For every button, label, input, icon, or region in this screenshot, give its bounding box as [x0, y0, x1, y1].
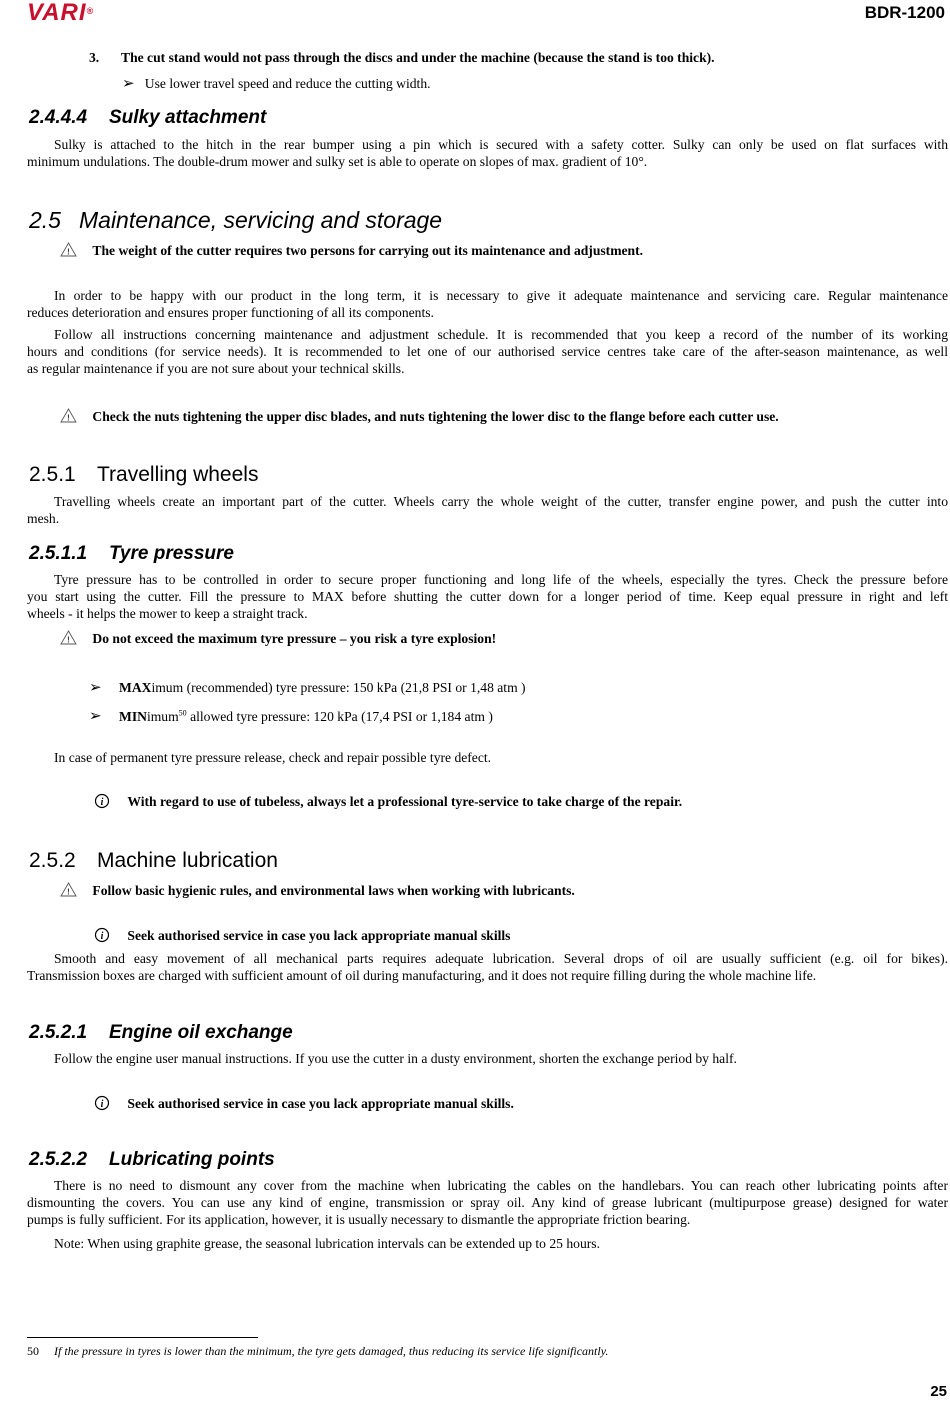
info-icon — [94, 1095, 110, 1111]
info-note: i Seek authorised service in case you lack appropriate manual skills — [94, 927, 510, 944]
svg-text:!: ! — [67, 413, 70, 423]
svg-text:!: ! — [67, 247, 70, 257]
warning-note: ! The weight of the cutter requires two persons for carrying out its maintenance and adjustment. — [60, 242, 643, 259]
warning-icon — [60, 242, 77, 257]
paragraph: Follow the engine user manual instructions. If you use the cutter in a dusty environment, shorten the exchange period by half. — [54, 1051, 737, 1066]
svg-text:!: ! — [67, 887, 70, 897]
section-heading-2-5-2-1: 2.5.2.1 Engine oil exchange — [29, 1022, 293, 1043]
arrow-bullet-icon: ➢ — [122, 76, 135, 92]
paragraph: Tyre pressure has to be controlled in order to secure proper functioning and long life of the wheels, especially the tyres. Check the pressure before you start using the cutter. Fill the pressure to MAX before shutting the cutter down for a longer period of time. Keep equal pressure in right and left wheels - it helps the mower to keep a straight track. — [27, 572, 948, 622]
section-heading-2-4-4-4: 2.4.4.4 Sulky attachment — [29, 107, 267, 128]
warning-icon — [60, 882, 77, 897]
warning-icon — [60, 408, 77, 423]
paragraph: In order to be happy with our product in the long term, it is necessary to give it adequate maintenance and servicing care. Regular maintenance reduces deterioration and ensures proper functioning of all its components. — [27, 288, 948, 321]
warning-icon — [60, 630, 77, 645]
paragraph: Travelling wheels create an important part of the cutter. Wheels carry the whole weight of the cutter, transfer engine power, and push the cutter into mesh. — [27, 494, 948, 527]
warning-note: ! Follow basic hygienic rules, and environmental laws when working with lubricants. — [60, 882, 575, 899]
footnote-reference: 50 — [178, 708, 187, 717]
info-icon — [94, 793, 110, 809]
info-note: i With regard to use of tubeless, always let a professional tyre-service to take charge of the repair. — [94, 793, 682, 810]
paragraph: Follow all instructions concerning maintenance and adjustment schedule. It is recommended that you keep a record of the number of its working hours and conditions (for service needs). It is recommended to let one of our authorised service centres take care of the after-season maintenance, as well as regular maintenance if you are not sure about your technical skills. — [27, 327, 948, 377]
paragraph: Sulky is attached to the hitch in the rear bumper using a pin which is secured with a safety cotter. Sulky can only be used on flat surfaces with minimum undulations. The double-drum mower and sulky set is able to operate on slopes of max. gradient of 10°. — [27, 137, 948, 170]
model-name: BDR-1200 — [864, 3, 945, 22]
section-heading-2-5-1: 2.5.1 Travelling wheels — [29, 463, 259, 486]
section-heading-2-5: 2.5 Maintenance, servicing and storage — [29, 207, 443, 233]
info-icon — [94, 927, 110, 943]
section-heading-2-5-2-2: 2.5.2.2 Lubricating points — [29, 1149, 275, 1170]
info-note: i Seek authorised service in case you lack appropriate manual skills. — [94, 1095, 514, 1112]
paragraph: In case of permanent tyre pressure release, check and repair possible tyre defect. — [54, 750, 492, 765]
page-number: 25 — [930, 1383, 947, 1400]
list-item-3: 3. The cut stand would not pass through the discs and under the machine (because the stand is too thick). — [89, 50, 715, 65]
svg-text:!: ! — [67, 635, 70, 645]
bullet-item-min-pressure: ➢ MINimum$^{50}$ allowed tyre pressure: 120 kPa (17,4 PSI or 1,184 atm ) — [89, 708, 493, 725]
arrow-bullet-icon: ➢ — [89, 708, 102, 725]
section-heading-2-5-1-1: 2.5.1.1 Tyre pressure — [29, 543, 234, 564]
note-paragraph: Note: When using graphite grease, the seasonal lubrication intervals can be extended up to 25 hours. — [54, 1236, 600, 1251]
svg-text:i: i — [100, 1099, 104, 1110]
svg-text:i: i — [100, 931, 104, 942]
paragraph: There is no need to dismount any cover from the machine when lubricating the cables on the handlebars. You can reach other lubricating points after dismounting the covers. You can use any kind of engine, transmission or spray oil. Any kind of grease lubricant (multipurpose grease) designed for water pumps is fully sufficient. For its application, however, it is usually necessary to dismantle the appropriate friction bearing. — [27, 1178, 948, 1228]
vari-logo: VARI® — [27, 0, 95, 26]
paragraph: Smooth and easy movement of all mechanical parts requires adequate lubrication. Several drops of oil are usually sufficient (e.g. oil for bikes). Transmission boxes are charged with sufficient amount of oil during manufacturing, and it does not require filling during the whole machine life. — [27, 951, 948, 984]
svg-text:i: i — [100, 797, 104, 808]
warning-note: ! Do not exceed the maximum tyre pressure – you risk a tyre explosion! — [60, 630, 496, 647]
arrow-bullet-icon: ➢ — [89, 680, 102, 696]
warning-note: ! Check the nuts tightening the upper disc blades, and nuts tightening the lower disc to the flange before each cutter use. — [60, 408, 779, 425]
bullet-item-max-pressure: ➢ MAXimum (recommended) tyre pressure: 150 kPa (21,8 PSI or 1,48 atm ) — [89, 680, 526, 696]
footnote: 50 If the pressure in tyres is lower than the minimum, the tyre gets damaged, thus reducing its service life significantly. — [27, 1344, 609, 1358]
section-heading-2-5-2: 2.5.2 Machine lubrication — [29, 849, 278, 872]
footnote-divider — [27, 1337, 258, 1338]
bullet-item: ➢ Use lower travel speed and reduce the cutting width. — [122, 76, 431, 92]
